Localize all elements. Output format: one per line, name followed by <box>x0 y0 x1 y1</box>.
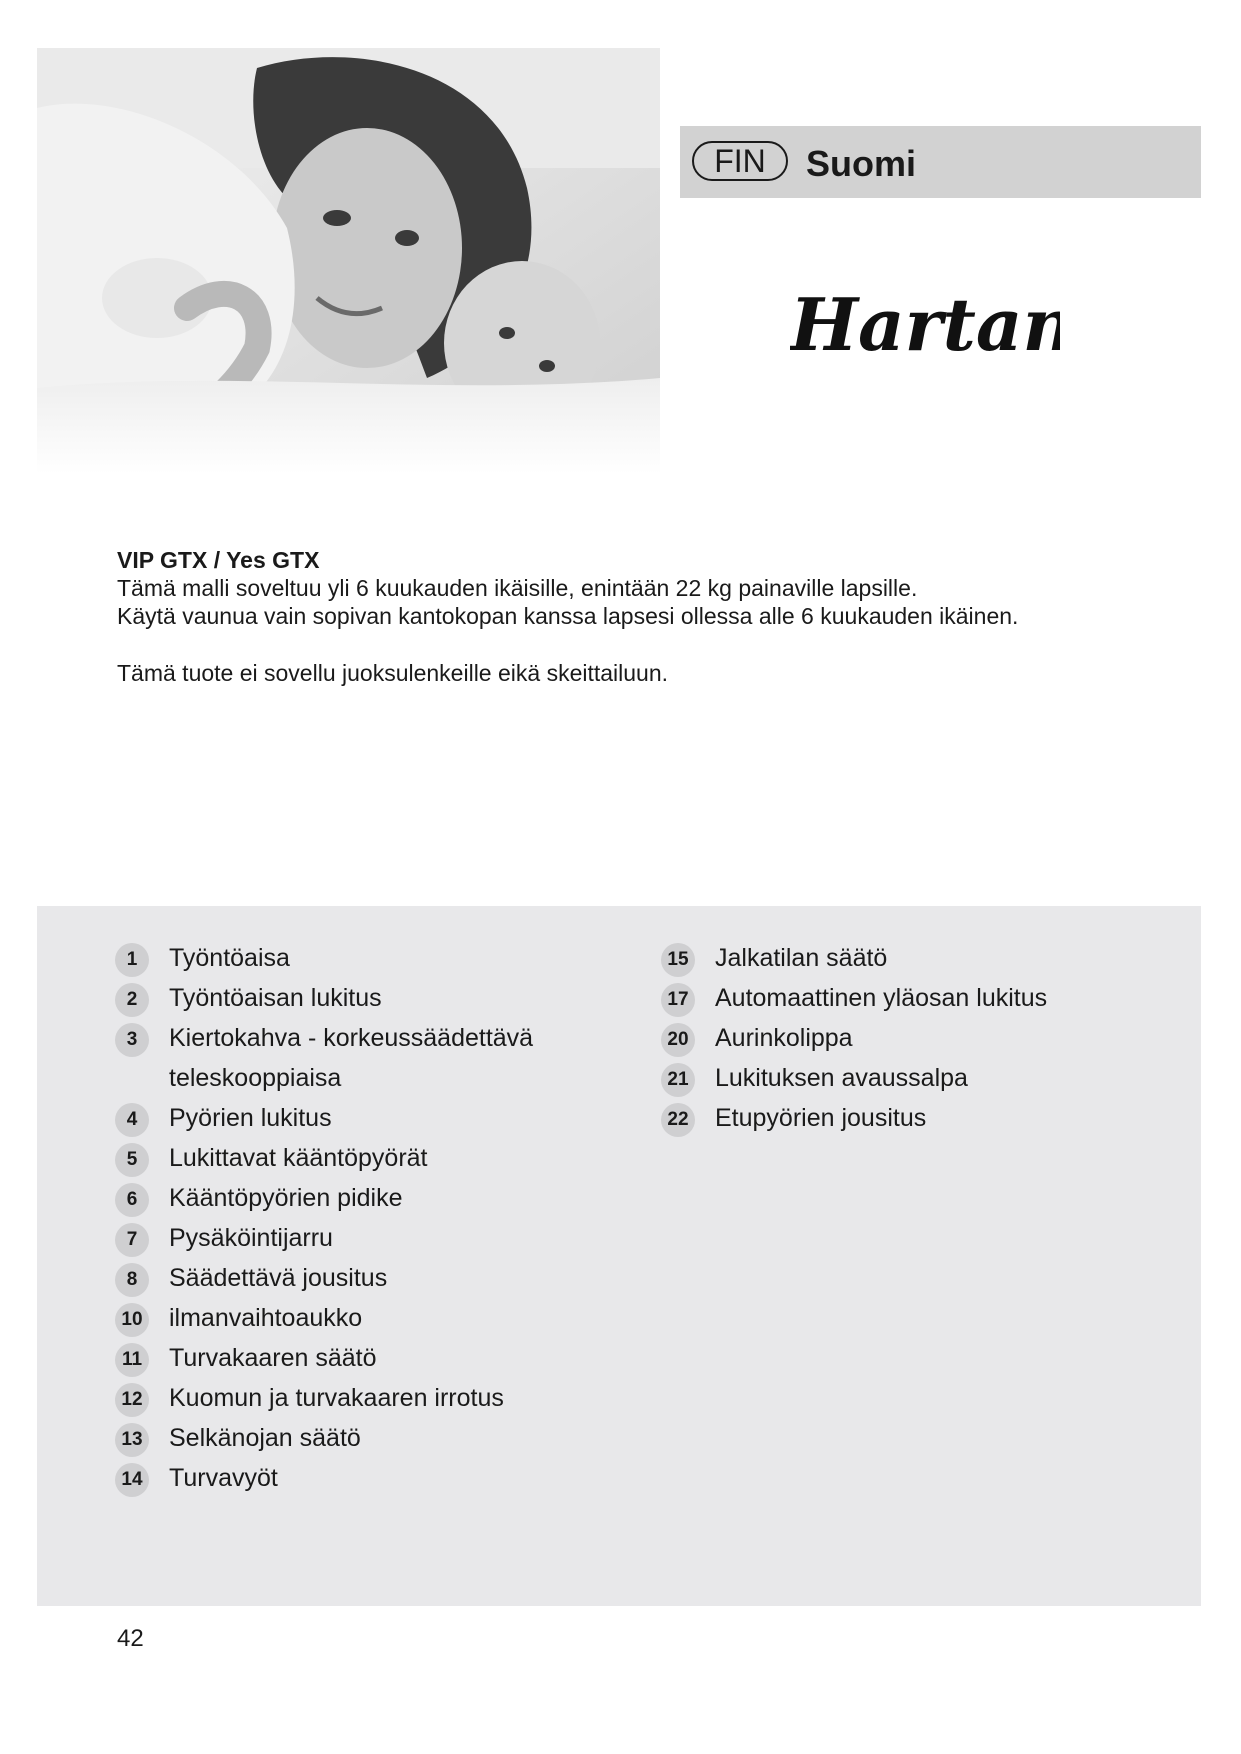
part-number-badge: 11 <box>115 1343 149 1377</box>
part-label: Automaattinen yläosan lukitus <box>715 984 1048 1012</box>
part-number-badge: 12 <box>115 1383 149 1417</box>
language-header <box>680 126 1201 198</box>
part-label: Työntöaisa <box>169 944 290 972</box>
part-number-badge: 2 <box>115 983 149 1017</box>
svg-text:Hartan: Hartan <box>790 282 1060 367</box>
part-label: Kiertokahva - korkeussäädettävä teleskooppiaisa <box>169 1024 534 1092</box>
part-number-badge: 17 <box>661 983 695 1017</box>
language-name: Suomi <box>806 143 917 184</box>
part-number-badge: 7 <box>115 1223 149 1257</box>
mother-baby-photo <box>37 48 660 474</box>
part-label: Lukittavat kääntöpyörät <box>169 1144 428 1172</box>
parts-list-panel <box>37 906 1201 1606</box>
part-number-badge: 6 <box>115 1183 149 1217</box>
part-number-badge: 10 <box>115 1303 149 1337</box>
part-label: Lukituksen avaussalpa <box>715 1064 968 1092</box>
part-label: Kuomun ja turvakaaren irrotus <box>169 1384 504 1412</box>
part-label: ilmanvaihtoaukko <box>169 1304 363 1332</box>
intro-line-carrycot: Käytä vaunua vain sopivan kantokopan kanssa lapsesi ollessa alle 6 kuukauden ikäinen. <box>117 603 1019 629</box>
part-number-badge: 8 <box>115 1263 149 1297</box>
part-number-badge: 21 <box>661 1063 695 1097</box>
part-label: Selkänojan säätö <box>169 1424 361 1452</box>
part-number-badge: 13 <box>115 1423 149 1457</box>
part-label: Työntöaisan lukitus <box>169 984 382 1012</box>
part-number-badge: 5 <box>115 1143 149 1177</box>
language-code-badge: FIN <box>692 141 788 181</box>
part-label: Turvakaaren säätö <box>169 1344 377 1372</box>
page-number: 42 <box>117 1625 144 1652</box>
part-number-badge: 14 <box>115 1463 149 1497</box>
part-label: Pyörien lukitus <box>169 1104 332 1132</box>
intro-line-age-weight: Tämä malli soveltuu yli 6 kuukauden ikäisille, enintään 22 kg painaville lapsille. <box>117 575 918 601</box>
intro-section <box>117 546 1177 687</box>
model-title: VIP GTX / Yes GTX <box>117 547 320 573</box>
part-number-badge: 22 <box>661 1103 695 1137</box>
part-label: Kääntöpyörien pidike <box>169 1184 403 1212</box>
part-label: Etupyörien jousitus <box>715 1104 927 1132</box>
part-number-badge: 4 <box>115 1103 149 1137</box>
hartan-logo <box>790 270 1060 380</box>
part-label: Turvavyöt <box>169 1464 278 1492</box>
part-number-badge: 15 <box>661 943 695 977</box>
part-number-badge: 20 <box>661 1023 695 1057</box>
part-label: Pysäköintijarru <box>169 1224 333 1252</box>
intro-line-usage-warning: Tämä tuote ei sovellu juoksulenkeille eikä skeittailuun. <box>117 660 669 686</box>
part-number-badge: 3 <box>115 1023 149 1057</box>
part-label: Säädettävä jousitus <box>169 1264 388 1292</box>
part-number-badge: 1 <box>115 943 149 977</box>
part-label: Aurinkolippa <box>715 1024 853 1052</box>
part-label: Jalkatilan säätö <box>715 944 888 972</box>
